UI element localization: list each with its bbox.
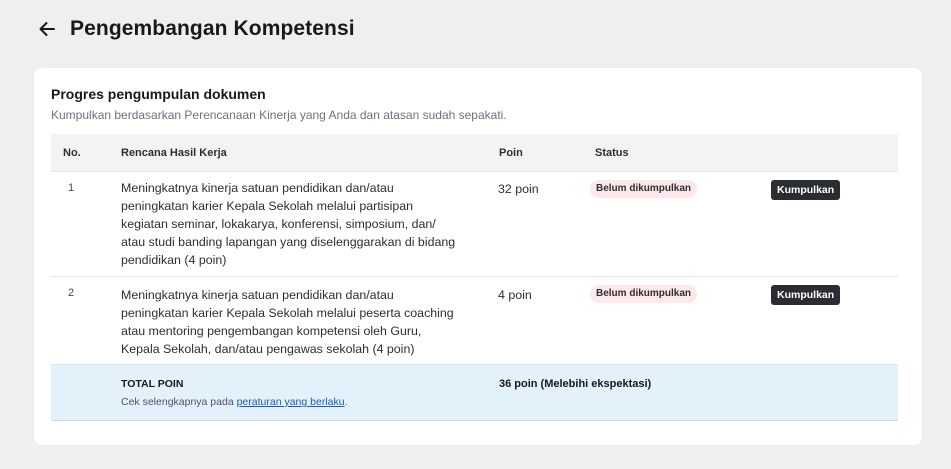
- row-poin: 4 poin: [498, 288, 532, 302]
- page-title: Pengembangan Kompetensi: [70, 17, 355, 40]
- documents-table: [51, 134, 898, 421]
- column-header-status: Status: [595, 147, 629, 159]
- table-row: [51, 172, 898, 277]
- table-row: [51, 277, 898, 365]
- total-row: [51, 365, 898, 421]
- kumpulkan-button[interactable]: Kumpulkan: [771, 285, 840, 305]
- status-badge: Belum dikumpulkan: [590, 180, 697, 198]
- total-label: TOTAL POIN: [121, 378, 184, 390]
- card-subtitle: Kumpulkan berdasarkan Perencanaan Kinerja yang Anda dan atasan sudah sepakati.: [51, 108, 507, 122]
- regulation-link[interactable]: peraturan yang berlaku: [236, 396, 345, 408]
- total-note-suffix: .: [344, 396, 348, 408]
- progress-card: [34, 68, 922, 445]
- row-number: 2: [68, 287, 75, 299]
- table-header: [51, 134, 898, 172]
- total-note-prefix: Cek selengkapnya pada: [121, 396, 237, 408]
- kumpulkan-button[interactable]: Kumpulkan: [771, 180, 840, 200]
- row-poin: 32 poin: [498, 182, 539, 196]
- status-badge: Belum dikumpulkan: [590, 285, 697, 303]
- column-header-rencana: Rencana Hasil Kerja: [121, 147, 227, 159]
- back-button[interactable]: [36, 18, 58, 40]
- column-header-no: No.: [63, 147, 81, 159]
- row-description: Meningkatnya kinerja satuan pendidikan dan/atau peningkatan karier Kepala Sekolah melalui peserta coaching atau mentoring pengembangan kompetensi oleh Guru, Kepala Sekolah, dan/atau pengawas sekolah (4 poin): [121, 288, 454, 356]
- page-header: [36, 14, 355, 44]
- total-note: [121, 396, 348, 408]
- card-title: Progres pengumpulan dokumen: [51, 86, 266, 102]
- row-number: 1: [68, 182, 75, 194]
- total-value: 36 poin (Melebihi ekspektasi): [499, 378, 652, 390]
- column-header-poin: Poin: [499, 147, 523, 159]
- arrow-left-icon: [37, 19, 57, 39]
- row-description: Meningkatnya kinerja satuan pendidikan dan/atau peningkatan karier Kepala Sekolah melalui partisipan kegiatan seminar, lokakarya, konferensi, simposium, dan/ atau studi banding lapangan yang diselenggarakan di bidang pendidikan (4 poin): [121, 181, 456, 267]
